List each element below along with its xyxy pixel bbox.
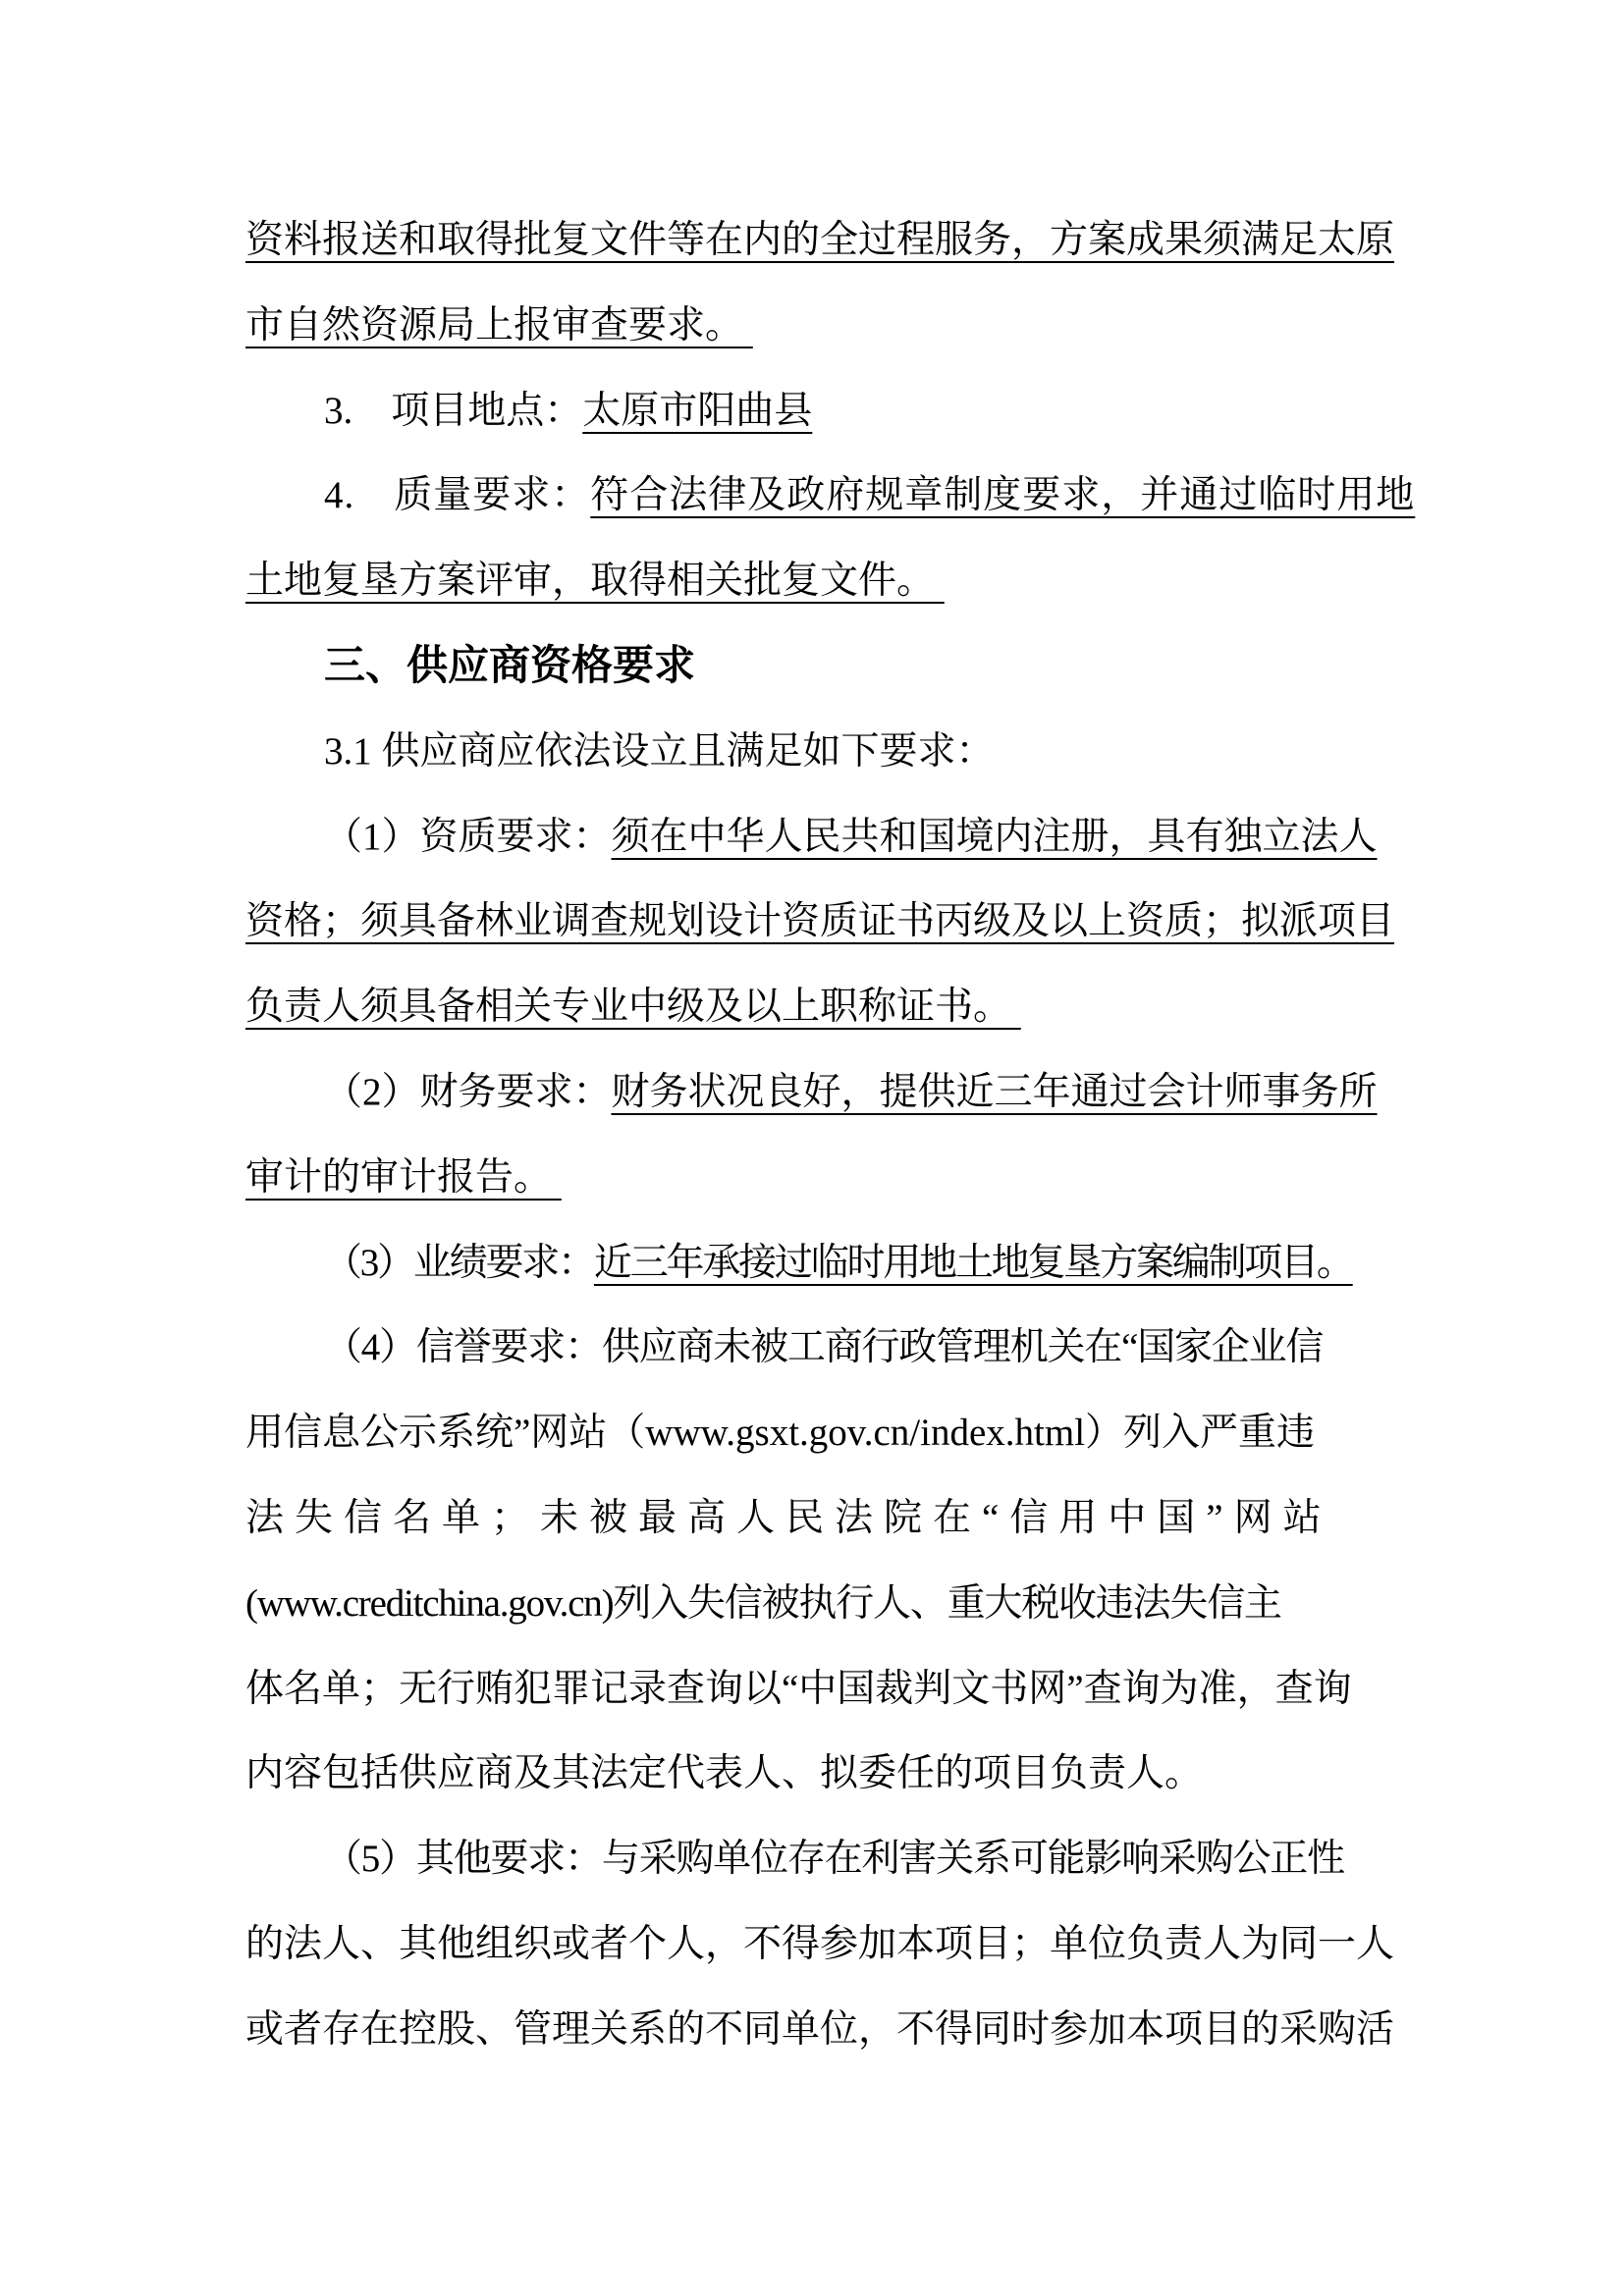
req-1-qualification-line-2	[245, 880, 1395, 965]
underlined-text: 符合法律及政府规章制度要求，并通过临时用地	[590, 474, 1416, 517]
req-5-other-line-2	[245, 1902, 1395, 1988]
underlined-text: 财务状况良好，提供近三年通过会计师事务所	[611, 1070, 1378, 1113]
item-4-quality-requirement-line-2	[245, 539, 1384, 624]
item-3-project-location	[245, 369, 1384, 454]
plain-text: （3）业绩要求：	[324, 1241, 594, 1284]
plain-text: 或者存在控股、管理关系的不同单位，不得同时参加本项目的采购活	[245, 2007, 1395, 2051]
section-heading-supplier-qualification	[245, 624, 1384, 710]
plain-text: 用信息公示系统”网站（www.gsxt.gov.cn/index.html）列入严重违	[245, 1412, 1316, 1455]
req-5-other-line-1	[245, 1817, 1384, 1902]
underlined-text: 近三年承接过临时用地土地复垦方案编制项目。	[593, 1241, 1353, 1284]
underlined-text: 审计的审计报告。	[245, 1155, 562, 1199]
req-1-qualification-line-3	[245, 965, 1384, 1050]
plain-text: （5）其他要求：与采购单位存在利害关系可能影响采购公正性	[324, 1838, 1344, 1881]
plain-text: (www.creditchina.gov.cn)列入失信被执行人、重大税收违法失信主	[245, 1581, 1281, 1625]
req-4-reputation-line-6	[245, 1732, 1384, 1817]
plain-text: 内容包括供应商及其法定代表人、拟委任的项目负责人。	[245, 1752, 1204, 1795]
plain-text: 法失信名单；未被最高人民法院在“信用中国”网站	[245, 1496, 1332, 1539]
req-1-qualification-line-1	[245, 795, 1384, 881]
plain-text: （2）财务要求：	[324, 1070, 612, 1113]
underlined-text: 太原市阳曲县	[582, 389, 813, 432]
item-4-quality-requirement-line-1	[245, 454, 1416, 539]
plain-text: 的法人、其他组织或者个人，不得参加本项目；单位负责人为同一人	[245, 1922, 1395, 1965]
req-5-other-line-3	[245, 1988, 1395, 2073]
underlined-text: 市自然资源局上报审查要求。	[245, 303, 753, 347]
para-service-scope-continuation-2	[245, 284, 1384, 369]
clause-3-1-intro	[245, 710, 1384, 795]
req-3-performance	[245, 1221, 1384, 1307]
para-service-scope-continuation-1	[245, 198, 1395, 284]
plain-text: 体名单；无行贿犯罪记录查询以“中国裁判文书网”查询为准，查询	[245, 1667, 1352, 1710]
req-2-financial-line-1	[245, 1050, 1384, 1136]
req-4-reputation-line-5	[245, 1647, 1384, 1733]
req-4-reputation-line-1	[245, 1306, 1384, 1391]
plain-text: 3. 项目地点：	[324, 389, 583, 432]
req-4-reputation-line-4	[245, 1562, 1384, 1647]
underlined-text: 资格；须具备林业调查规划设计资质证书丙级及以上资质；拟派项目	[245, 900, 1395, 943]
underlined-text: 土地复垦方案评审，取得相关批复文件。	[245, 560, 945, 603]
underlined-text: 资料报送和取得批复文件等在内的全过程服务，方案成果须满足太原	[245, 219, 1395, 261]
plain-text: （1）资质要求：	[324, 815, 612, 858]
plain-text: 4. 质量要求：	[324, 474, 591, 517]
req-2-financial-line-2	[245, 1136, 1384, 1221]
req-4-reputation-line-3	[245, 1476, 1384, 1562]
document-content	[245, 198, 1416, 2073]
underlined-text: 须在中华人民共和国境内注册，具有独立法人	[611, 815, 1378, 858]
plain-text: （4）信誉要求：供应商未被工商行政管理机关在“国家企业信	[324, 1326, 1324, 1369]
plain-text: 3.1 供应商应依法设立且满足如下要求：	[324, 729, 995, 773]
plain-text: 三、供应商资格要求	[324, 643, 696, 689]
underlined-text: 负责人须具备相关专业中级及以上职称证书。	[245, 986, 1021, 1029]
req-4-reputation-line-2	[245, 1391, 1384, 1476]
